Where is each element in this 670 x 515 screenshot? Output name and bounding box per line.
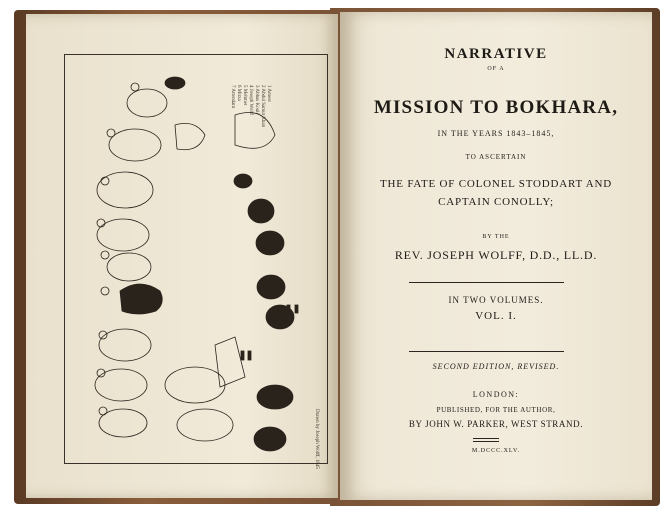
divider bbox=[409, 282, 564, 283]
divider bbox=[473, 441, 499, 442]
author-name: REV. JOSEPH WOLFF, D.D., LL.D. bbox=[394, 248, 598, 262]
title-page bbox=[340, 12, 652, 500]
title-connector: OF A bbox=[487, 66, 505, 72]
divider bbox=[473, 438, 499, 439]
legend-entry: 6 Mirza bbox=[236, 85, 241, 101]
divider bbox=[409, 351, 564, 352]
engraving-plate bbox=[64, 54, 328, 464]
legend-entry: 7 Attendant bbox=[230, 85, 235, 109]
imprint-publisher: BY JOHN W. PARKER, WEST STRAND. bbox=[408, 419, 584, 429]
legend-entry: 4 Joseph Wolff bbox=[248, 85, 253, 115]
title-purpose-line-2: CAPTAIN CONOLLY; bbox=[438, 196, 554, 208]
edition-note: SECOND EDITION, REVISED. bbox=[432, 362, 560, 371]
title-years: IN THE YEARS 1843–1845, bbox=[437, 129, 555, 138]
title-purpose-line-1: THE FATE OF COLONEL STODDART AND bbox=[379, 178, 612, 190]
legend-entry: 3 Abbas Kouli bbox=[254, 85, 259, 114]
imprint-published: PUBLISHED, FOR THE AUTHOR, bbox=[436, 406, 556, 414]
book-title: NARRATIVE bbox=[444, 46, 548, 62]
legend-entry: 5 Mehmet bbox=[242, 85, 247, 106]
imprint-date: M.DCCC.XLV. bbox=[471, 448, 521, 454]
frontispiece-page bbox=[26, 14, 338, 498]
imprint-place: LONDON: bbox=[472, 390, 520, 399]
book-main-title: MISSION TO BOKHARA, bbox=[373, 97, 619, 118]
engraving-legend bbox=[191, 85, 271, 135]
engraving-credit: Drawn by Joseph Wolff, 1845 bbox=[314, 409, 319, 469]
volume-number: VOL. I. bbox=[475, 310, 517, 322]
legend-entry: 2 Abdul Samut Khan bbox=[260, 85, 265, 128]
volume-count: IN TWO VOLUMES. bbox=[448, 295, 544, 305]
author-intro: BY THE bbox=[482, 234, 510, 240]
title-purpose-intro: TO ASCERTAIN bbox=[465, 153, 527, 161]
legend-entry: 1 Ameer bbox=[266, 85, 271, 103]
